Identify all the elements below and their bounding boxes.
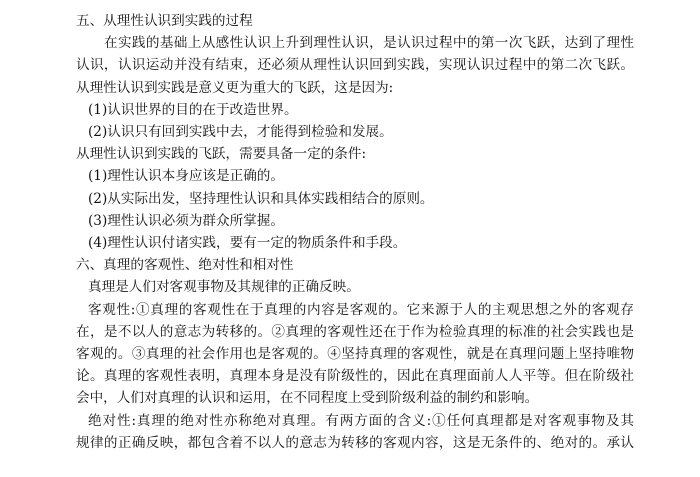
list-item: (1)认识世界的目的在于改造世界。 (88, 101, 298, 118)
list-item: (1)理性认识本身应该是正确的。 (88, 168, 284, 185)
paragraph-line: 在实践的基础上从感性认识上升到理性认识，是认识过程中的第一次飞跃，达到了理性 (104, 35, 634, 52)
paragraph-line: 会中，人们对真理的认识和运用，在不同程度上受到阶级利益的制约和影响。 (76, 390, 539, 407)
paragraph-line: 从理性认识到实践是意义更为重大的飞跃，这是因为: (76, 79, 394, 96)
list-item: (3)理性认识必须为群众所掌握。 (88, 212, 284, 229)
paragraph-line: 认识，认识运动并没有结束，还必须从理性认识回到实践，实现认识过程中的第二次飞跃。 (76, 57, 634, 74)
list-item: (4)理性认识付诸实践，要有一定的物质条件和手段。 (88, 235, 407, 252)
section-heading-five: 五、从理性认识到实践的过程 (76, 13, 253, 29)
list-item: (2)从实际出发，坚持理性认识和具体实践相结合的原则。 (88, 190, 434, 207)
paragraph-line: 真理是人们对客观事物及其规律的正确反映。 (88, 279, 360, 296)
paragraph-line: 客观性:①真理的客观性在于真理的内容是客观的。它来源于人的主观思想之外的客观存 (88, 301, 634, 318)
section-heading-six: 六、真理的客观性、绝对性和相对性 (76, 257, 294, 274)
list-item: (2)认识只有回到实践中去，才能得到检验和发展。 (88, 124, 393, 141)
paragraph-line: 论。真理的客观性表明，真理本身是没有阶级性的，因此在真理面前人人平等。但在阶级社 (76, 368, 634, 385)
paragraph-line: 在，是不以人的意志为转移的。②真理的客观性还在于作为检验真理的标准的社会实践也是 (76, 323, 634, 340)
paragraph-line: 规律的正确反映，都包含着不以人的意志为转移的客观内容，这是无条件的、绝对的。承认 (76, 434, 634, 451)
paragraph-line: 客观的。③真理的社会作用也是客观的。④坚持真理的客观性，就是在真理问题上坚持唯物 (76, 346, 634, 363)
paragraph-line: 从理性认识到实践的飞跃，需要具备一定的条件: (76, 146, 367, 163)
paragraph-line: 绝对性:真理的绝对性亦称绝对真理。有两方面的含义:①任何真理都是对客观事物及其 (88, 412, 634, 429)
